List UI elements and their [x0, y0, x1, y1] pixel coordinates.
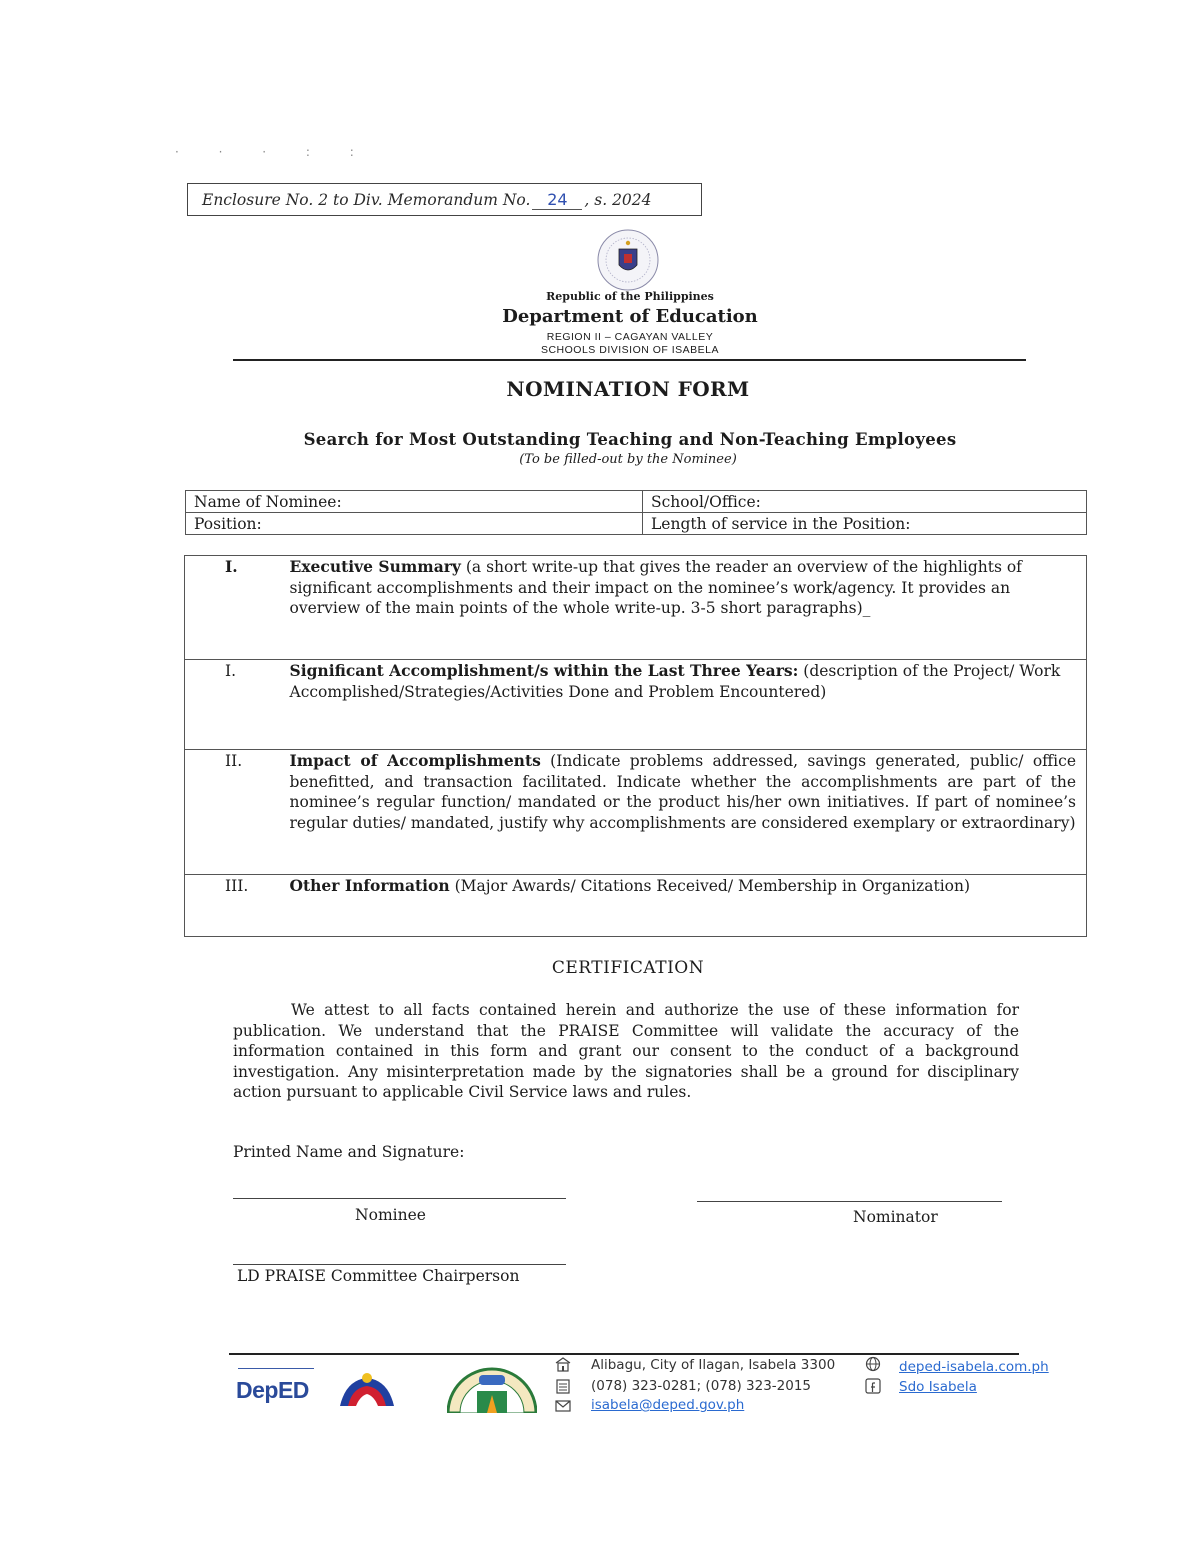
footer-facebook-link[interactable]: Sdo Isabela	[899, 1379, 977, 1395]
printed-name-label: Printed Name and Signature:	[233, 1143, 465, 1161]
enclosure-box	[187, 183, 702, 216]
division-text: SCHOOLS DIVISION OF ISABELA	[540, 344, 720, 356]
section-description: (Major Awards/ Citations Received/ Membership in Organization)	[449, 877, 971, 895]
section-text	[289, 875, 1087, 937]
section-number: I.	[185, 660, 289, 750]
deped-seal-icon	[597, 229, 659, 291]
header-divider	[233, 359, 1026, 361]
section-description: (a short write-up that gives the reader an overview of the highlights of significant accomplishments and their impact on the nominee’s work/agency. It provides an overview of the main points of the whole write-up. 3-5 short paragraphs)_	[289, 558, 1022, 617]
nominee-signature-line[interactable]	[233, 1198, 566, 1199]
footer-address: Alibagu, City of Ilagan, Isabela 3300	[591, 1357, 836, 1373]
footer-website-link[interactable]: deped-isabela.com.ph	[899, 1359, 1049, 1375]
bagong-pilipinas-logo-icon	[336, 1366, 398, 1410]
deped-logo-rule	[238, 1368, 314, 1369]
nominee-label: Nominee	[355, 1206, 426, 1224]
section-heading: Other Information	[289, 876, 450, 895]
position-field[interactable]: Position:	[186, 513, 643, 535]
footer-email-link[interactable]: isabela@deped.gov.ph	[591, 1397, 745, 1413]
section-number: III.	[185, 875, 289, 937]
chairperson-label: LD PRAISE Committee Chairperson	[237, 1267, 520, 1285]
scan-artifact: · · · : :	[175, 145, 372, 159]
deped-logo	[236, 1377, 309, 1404]
chairperson-signature-line[interactable]	[233, 1264, 566, 1265]
facebook-icon	[864, 1378, 882, 1394]
section-description: (description of the Project/ Work Accomplished/Strategies/Activities Done and Problem Encountered)	[289, 662, 1061, 701]
section-row-significant-accomplishments[interactable]	[185, 660, 1087, 750]
enclosure-suffix: , s. 2024	[584, 190, 652, 209]
mail-icon	[554, 1398, 572, 1414]
form-title: NOMINATION FORM	[506, 377, 750, 401]
section-text	[289, 750, 1087, 875]
section-row-other-information[interactable]	[185, 875, 1087, 937]
fill-note: (To be filled-out by the Nominee)	[519, 452, 737, 467]
section-number: I.	[185, 556, 289, 660]
section-number: II.	[185, 750, 289, 875]
sections-table	[184, 555, 1087, 937]
certification-title: CERTIFICATION	[551, 958, 705, 978]
footer-phone: (078) 323-0281; (078) 323-2015	[591, 1378, 812, 1394]
nominator-signature-line[interactable]	[697, 1201, 1002, 1202]
region-text: REGION II – CAGAYAN VALLEY	[546, 331, 714, 343]
deped-logo-text: DepED	[236, 1377, 309, 1403]
section-row-executive-summary[interactable]	[185, 556, 1087, 660]
nominee-info-table	[185, 490, 1087, 535]
section-heading: Executive Summary	[289, 557, 461, 576]
section-row-impact[interactable]	[185, 750, 1087, 875]
department-name: Department of Education	[502, 306, 758, 327]
footer-divider	[229, 1353, 1019, 1355]
phone-icon	[554, 1378, 572, 1394]
memo-number: 24	[532, 190, 582, 210]
section-heading: Significant Accomplishment/s within the Last Three Years:	[289, 661, 799, 680]
section-heading: Impact of Accomplishments	[289, 751, 541, 770]
globe-icon	[864, 1356, 882, 1372]
building-icon	[554, 1356, 572, 1372]
republic-text: Republic of the Philippines	[546, 290, 714, 303]
section-text	[289, 556, 1087, 660]
division-seal-icon	[447, 1357, 537, 1413]
search-title: Search for Most Outstanding Teaching and Non-Teaching Employees	[303, 430, 957, 449]
nominator-label: Nominator	[853, 1208, 938, 1226]
section-description: (Indicate problems addressed, savings generated, public/ office benefitted, and transaction facilitated. Indicate whether the accomplishments are part of the nominee’s regular function/ mandated or the product his/her own initiatives. If part of nominee’s regular duties/ mandated, justify why accomplishments are considered exemplary or extraordinary)	[289, 752, 1076, 832]
school-office-field[interactable]: School/Office:	[643, 491, 1087, 513]
length-of-service-field[interactable]: Length of service in the Position:	[643, 513, 1087, 535]
enclosure-prefix: Enclosure No. 2 to Div. Memorandum No.	[202, 190, 531, 209]
certification-body: We attest to all facts contained herein and authorize the use of these information for publication. We understand that the PRAISE Committee will validate the accuracy of the information contained in this form and grant our consent to the conduct of a background investigation. Any misinterpretation made by the signatories shall be a ground for disciplinary action pursuant to applicable Civil Service laws and rules.	[233, 1001, 1019, 1102]
section-text	[289, 660, 1087, 750]
name-of-nominee-field[interactable]: Name of Nominee:	[186, 491, 643, 513]
